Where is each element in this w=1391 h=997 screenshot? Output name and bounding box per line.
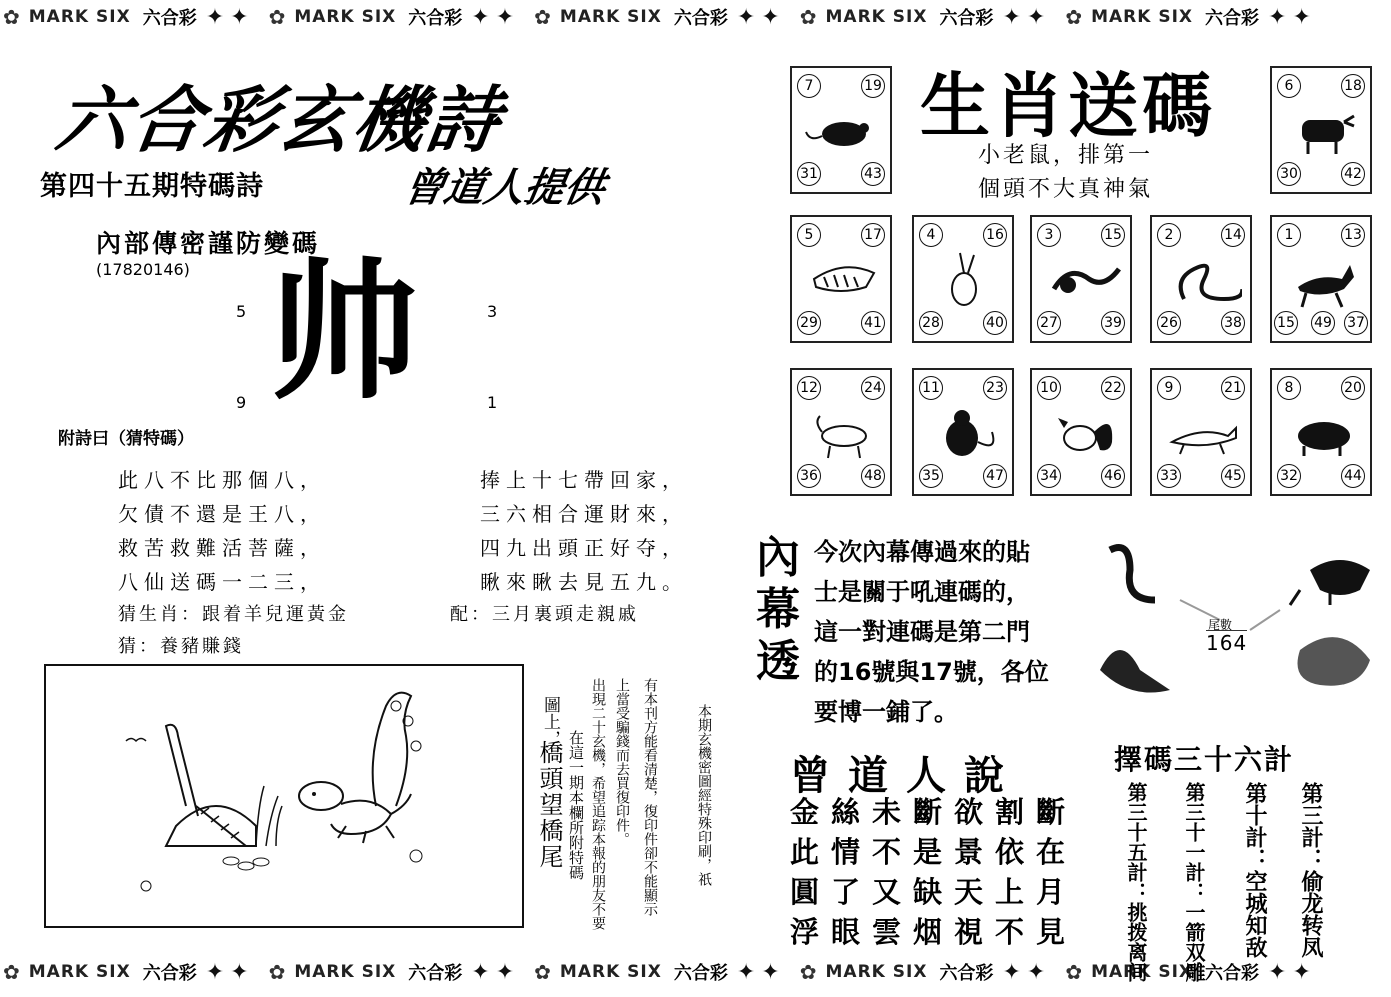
zodiac-number: 41 [861, 311, 885, 335]
zodiac-number: 40 [983, 311, 1007, 335]
zodiac-number: 18 [1341, 74, 1365, 98]
flower-icon: ✿ [268, 960, 286, 984]
border-logo-text: MARK SIX [294, 7, 397, 27]
dragon-icon [1044, 249, 1122, 311]
pig-icon [1284, 402, 1362, 464]
zodiac-number: 33 [1157, 464, 1181, 488]
ox-icon [1284, 100, 1362, 162]
zodiac-number: 3 [1037, 223, 1061, 247]
inside-line-2: 士是關于吼連碼的， [814, 578, 1030, 606]
top-border-strip [0, 0, 1391, 34]
note-column-4: 有本刊方能看清楚，復印件卻不能顯示 [642, 678, 658, 916]
flower-icon: ✿ [534, 960, 551, 984]
issue-subtitle: 第四十五期特碼詩 [40, 171, 264, 202]
zodiac-number: 49 [1311, 311, 1335, 335]
star-icon: ✦ [761, 4, 780, 30]
star-icon: ✦ [761, 959, 780, 985]
star-icon: ✦ [1026, 959, 1046, 985]
inside-tip-text [814, 532, 1049, 732]
inside-label-3: 透 [756, 636, 800, 687]
zodiac-number: 29 [797, 311, 821, 335]
border-logo-cn: 六合彩 [1205, 8, 1260, 29]
flower-icon: ✿ [799, 960, 817, 984]
strategy-col-4: 第三十五計：挑拨离间 [1124, 782, 1148, 982]
zodiac-number: 26 [1157, 311, 1181, 335]
zodiac-number: 17 [861, 223, 885, 247]
guess-line2: 猜：養豬賺錢 [118, 636, 244, 657]
zodiac-number: 5 [797, 223, 821, 247]
star-icon: ✦ [230, 959, 249, 985]
zodiac-card-dragon [1030, 215, 1132, 343]
border-logo-cn: 六合彩 [939, 8, 994, 29]
zodiac-number: 42 [1341, 162, 1365, 186]
illus-label: 橋頭望橋尾 [535, 740, 563, 870]
horse-icon [1284, 249, 1362, 311]
border-logo-cn: 六合彩 [408, 963, 463, 984]
star-icon: ✦ [495, 4, 515, 30]
zodiac-number: 4 [919, 223, 943, 247]
border-logo-text: MARK SIX [559, 962, 662, 982]
border-logo-cn: 六合彩 [939, 963, 994, 984]
zodiac-card-rabbit [912, 215, 1014, 343]
star-icon: ✦ [1026, 4, 1046, 30]
inside-line-1: 今次內幕傳過來的貼 [814, 538, 1030, 566]
zodiac-number: 14 [1221, 223, 1245, 247]
zodiac-card-goat [790, 368, 892, 496]
rooster-icon [1044, 402, 1122, 464]
border-logo-text: MARK SIX [1091, 962, 1194, 982]
border-logo-cn: 六合彩 [142, 963, 197, 984]
zodiac-number: 46 [1101, 464, 1125, 488]
star-icon: ✦ [495, 959, 515, 985]
star-icon: ✦ [1002, 4, 1021, 30]
strategy-col-2: 第十計：空城知敌 [1242, 782, 1268, 958]
flower-icon: ✿ [3, 960, 20, 984]
zodiac-number: 27 [1037, 311, 1061, 335]
star-icon: ✦ [471, 959, 490, 985]
zodiac-number: 47 [983, 464, 1007, 488]
star-icon: ✦ [471, 4, 490, 30]
poem-left-4: 八仙送碼一二三， [118, 570, 326, 594]
border-logo-cn: 六合彩 [142, 8, 197, 29]
zodiac-number: 23 [983, 376, 1007, 400]
note-column-3: 上當受騙錢而去買復印件。 [614, 678, 630, 846]
border-unit [797, 959, 1049, 985]
flower-icon: ✿ [534, 5, 551, 29]
zodiac-number: 34 [1037, 464, 1061, 488]
note-column-5: 本期玄機密圖經特殊印刷，祇 [696, 704, 712, 886]
inside-label [750, 532, 806, 688]
border-logo-text: MARK SIX [1091, 7, 1194, 27]
secret-heading: 內部傳密謹防變碼 [96, 229, 321, 258]
dog-and-tree-illustration [46, 666, 522, 926]
zodiac-number: 7 [797, 74, 821, 98]
zodiac-number: 10 [1037, 376, 1061, 400]
poem-right-3: 四九出頭正好夺， [480, 536, 688, 560]
inside-line-4: 的16號與17號，各位 [814, 658, 1049, 686]
zodiac-number: 12 [797, 376, 821, 400]
zodiac-number: 9 [1157, 376, 1181, 400]
border-unit [531, 4, 783, 30]
poem-left-1: 此八不比那個八， [118, 468, 326, 492]
flower-icon: ✿ [1065, 5, 1083, 29]
zodiac-number: 43 [861, 162, 885, 186]
zodiac-number: 2 [1157, 223, 1181, 247]
border-logo-cn: 六合彩 [673, 8, 728, 29]
strategy-col-1: 第三計：偷龙转凤 [1298, 782, 1324, 958]
border-logo-text: MARK SIX [825, 7, 928, 27]
zodiac-number: 32 [1277, 464, 1301, 488]
zodiac-number: 8 [1277, 376, 1301, 400]
zodiac-card-dog [1150, 368, 1252, 496]
guess-zodiac: 猜生肖：跟着羊兒運黃金 [118, 604, 349, 625]
poem-left-2: 欠債不還是王八， [118, 502, 326, 526]
star-icon: ✦ [230, 4, 249, 30]
zodiac-number: 38 [1221, 311, 1245, 335]
corner-num-bl: 9 [236, 393, 247, 412]
border-unit [0, 959, 252, 985]
star-icon: ✦ [205, 959, 225, 985]
star-icon: ✦ [1292, 959, 1311, 985]
border-unit [266, 4, 518, 30]
illus-caption-small: 圖上， [540, 696, 560, 747]
big-character: 帅 [268, 246, 419, 420]
rabbit-icon [926, 249, 1004, 311]
poem-heading: 附詩曰（猜特碼） [58, 429, 194, 449]
zeng-line-2: 此情不是景依在 [790, 835, 1078, 869]
zeng-title: 曾道人說 [790, 753, 1022, 799]
code-number: (17820146) [96, 260, 190, 279]
star-icon: ✦ [1002, 959, 1021, 985]
poem-right-4: 瞅來瞅去見五九。 [480, 570, 688, 594]
zodiac-number: 30 [1277, 162, 1301, 186]
snake-icon [1164, 249, 1242, 311]
corner-num-tr: 3 [487, 302, 498, 321]
zodiac-number: 19 [861, 74, 885, 98]
zodiac-number: 45 [1221, 464, 1245, 488]
poem-right-2: 三六相合運財來， [480, 502, 688, 526]
zodiac-rhyme-1: 小老鼠，排第一 [978, 143, 1154, 168]
inside-label-1: 內 [756, 532, 800, 583]
inside-line-5: 要博一鋪了。 [814, 698, 958, 726]
guess-match: 配：三月裏頭走親戚 [450, 604, 639, 625]
flower-icon: ✿ [799, 5, 817, 29]
zodiac-number: 11 [919, 376, 943, 400]
zeng-line-3: 圓了又缺天上月 [790, 875, 1078, 909]
border-logo-text: MARK SIX [28, 7, 131, 27]
zodiac-number: 48 [861, 464, 885, 488]
inside-line-3: 這一對連碼是第二門 [814, 618, 1030, 646]
zodiac-number: 15 [1274, 311, 1298, 335]
corner-num-tl: 5 [236, 302, 247, 321]
zodiac-number: 15 [1101, 223, 1125, 247]
zodiac-number: 35 [919, 464, 943, 488]
goat-icon [804, 402, 882, 464]
tail-label: 尾數 [1208, 618, 1233, 632]
star-icon: ✦ [1268, 4, 1287, 30]
zodiac-card-monkey [912, 368, 1014, 496]
zodiac-number: 6 [1277, 74, 1301, 98]
zodiac-card-horse [1270, 215, 1372, 343]
zodiac-card-snake [1150, 215, 1252, 343]
provider-label: 曾道人提供 [400, 165, 609, 211]
zodiac-title: 生肖送碼 [920, 65, 1216, 147]
border-logo-text: MARK SIX [28, 962, 131, 982]
zodiac-number: 1 [1277, 223, 1301, 247]
illustration-box [44, 664, 524, 928]
tail-value: 164 [1206, 631, 1248, 655]
flower-icon: ✿ [3, 5, 20, 29]
note-column-2: 出現二十玄機，希望追踪本報的朋友不要 [590, 678, 606, 930]
zodiac-number: 24 [861, 376, 885, 400]
poem-left-3: 救苦救難活菩薩， [118, 536, 326, 560]
border-unit [266, 959, 518, 985]
zodiac-number: 31 [797, 162, 821, 186]
zodiac-number: 21 [1221, 376, 1245, 400]
zeng-line-4: 浮眼雲烟視不見 [790, 915, 1078, 949]
zodiac-rhyme-2: 個頭不大真神氣 [978, 177, 1154, 202]
monkey-icon [926, 402, 1004, 464]
zeng-line-1: 金絲未斷欲割斷 [790, 795, 1078, 829]
zodiac-card-rat [790, 66, 892, 194]
zodiac-number: 44 [1341, 464, 1365, 488]
border-logo-text: MARK SIX [294, 962, 397, 982]
zodiac-card-pig [1270, 368, 1372, 496]
dog-icon [1164, 402, 1242, 464]
poem-right-1: 捧上十七帶回家， [480, 468, 688, 492]
inside-label-2: 幕 [756, 584, 800, 635]
star-icon: ✦ [736, 4, 756, 30]
zodiac-card-rooster [1030, 368, 1132, 496]
border-logo-cn: 六合彩 [673, 963, 728, 984]
flower-icon: ✿ [268, 5, 286, 29]
rat-icon [804, 100, 882, 162]
tiger-icon [804, 249, 882, 311]
star-icon: ✦ [1292, 4, 1311, 30]
zodiac-number: 28 [919, 311, 943, 335]
flower-icon: ✿ [1065, 960, 1083, 984]
border-logo-text: MARK SIX [559, 7, 662, 27]
border-logo-cn: 六合彩 [408, 8, 463, 29]
border-unit [531, 959, 783, 985]
zodiac-number: 16 [983, 223, 1007, 247]
main-title: 六合彩玄機詩 [51, 78, 508, 162]
star-icon: ✦ [205, 4, 225, 30]
zodiac-number: 37 [1344, 311, 1368, 335]
zodiac-card-ox [1270, 66, 1372, 194]
border-unit [1062, 4, 1314, 30]
border-unit [0, 4, 252, 30]
zodiac-number: 13 [1341, 223, 1365, 247]
strategy-title: 擇碼三十六計 [1114, 743, 1295, 776]
star-icon: ✦ [1268, 959, 1287, 985]
strategy-col-3: 第三十一計：一箭双雕 [1182, 782, 1206, 982]
zodiac-number: 22 [1101, 376, 1125, 400]
border-logo-cn: 六合彩 [1205, 963, 1260, 984]
zodiac-card-tiger [790, 215, 892, 343]
zodiac-number: 36 [797, 464, 821, 488]
star-icon: ✦ [736, 959, 756, 985]
corner-num-br: 1 [487, 393, 498, 412]
border-logo-text: MARK SIX [825, 962, 928, 982]
border-unit [797, 4, 1049, 30]
zodiac-number: 20 [1341, 376, 1365, 400]
note-column-1: 在這一期本欄所附特碼 [567, 730, 585, 880]
zeng-poem [790, 792, 1077, 952]
zodiac-number: 39 [1101, 311, 1125, 335]
